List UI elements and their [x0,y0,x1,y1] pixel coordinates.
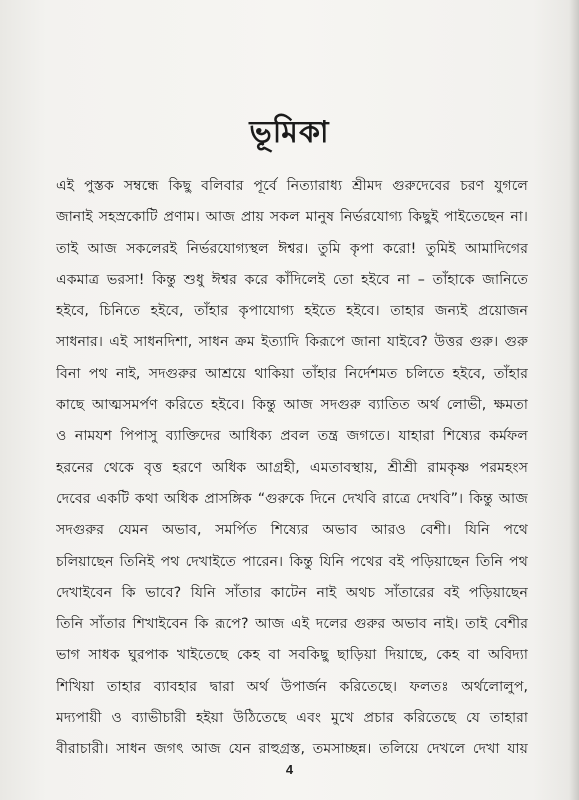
text-line: চলিয়াছেন তিনিই পথ দেখাইতে পারেন। কিন্তু যিনি পথের বই পড়িয়াছেন তিনি পথ [56,553,528,570]
body-text [56,171,528,766]
text-line: বিনা পথ নাই, সদগুরুর আশ্রয়ে থাকিয়া তাঁহার নির্দেশমত চলিতে হইবে, তাঁহার [56,365,528,382]
page-number: 4 [285,762,294,777]
text-line: জানাই সহস্রকোটি প্রণাম। আজ প্রায় সকল মানুষ নির্ভরযোগ্য কিছুই পাইতেছেন না। [56,209,528,226]
text-line: এই পুস্তক সম্বন্ধে কিছু বলিবার পূর্বে নিত্যারাধ্য শ্রীমদ গুরুদেবের চরণ যুগলে [56,178,528,194]
text-line: মদ্যপায়ী ও ব্যাভীচারী হইয়া উঠিতেছে এবং মুখে প্রচার করিতেছে যে তাহারা [56,710,528,727]
text-line: দেবের একটি কথা অধিক প্রাসঙ্গিক “গুরুকে দিনে দেখবি রাত্রে দেখবি”। কিন্তু আজ [56,490,528,507]
text-line: ও নামযশ পিপাসু ব্যাক্তিদের আধিক্য প্রবল তন্ত্র জগতে। যাহারা শিষ্যের কর্মফল [56,428,528,445]
text-line: হরনের থেকে বৃত্ত হরণে অধিক আগ্রহী, এমতাবস্থায়, শ্রীশ্রী রামকৃষ্ণ পরমহংস [56,459,528,476]
text-line: হইবে, চিনিতে হইবে, তাঁহার কৃপাযোগ্য হইতে হইবে। তাহার জন্যই প্রয়োজন [56,303,528,320]
text-line: শিখিয়া তাহার ব্যাবহার দ্বারা অর্থ উপার্জন করিতেছে। ফলতঃ অর্থলোলুপ, [56,678,528,695]
text-line: বীরাচারী। সাধন জগৎ আজ যেন রাহুগ্রস্ত, তমসাচ্ছন্ন। তলিয়ে দেখলে দেখা যায় [56,741,528,758]
page-title: ভূমিকা [249,115,330,150]
text-line: সদগুরুর যেমন অভাব, সমর্পিত শিষ্যের অভাব আরও বেশী। যিনি পথে [56,522,528,539]
text-line: দেখাইবেন কি ভাবে? যিনি সাঁতার কাটেন নাই অথচ সাঁতারের বই পড়িয়াছেন [56,584,528,601]
text-line: তিনি সাঁতার শিখাইবেন কি রূপে? আজ এই দলের গুরুর অভাব নাই। তাই বেশীর [56,616,528,633]
text-line: একমাত্র ভরসা! কিন্তু শুধু ঈশ্বর করে কাঁদিলেই তো হইবে না – তাঁহাকে জানিতে [56,271,528,288]
text-line: কাছে আত্মসমর্পণ করিতে হইবে। কিন্তু আজ সদগুরু ব্যাতিত অর্থ লোভী, ক্ষমতা [56,397,528,414]
text-line: তাই আজ সকলেরই নির্ভরযোগ্যস্থল ঈশ্বর। তুমি কৃপা করো! তুমিই আমাদিগের [56,240,528,257]
text-line: ভাগ সাধক ঘুরপাক খাইতেছে কেহ বা সবকিছু ছাড়িয়া দিয়াছে, কেহ বা অবিদ্যা [56,647,528,664]
text-line: সাধনার। এই সাধনদিশা, সাধন ক্রম ইত্যাদি কিরূপে জানা যাইবে? উত্তর গুরু। গুরু [56,334,528,351]
